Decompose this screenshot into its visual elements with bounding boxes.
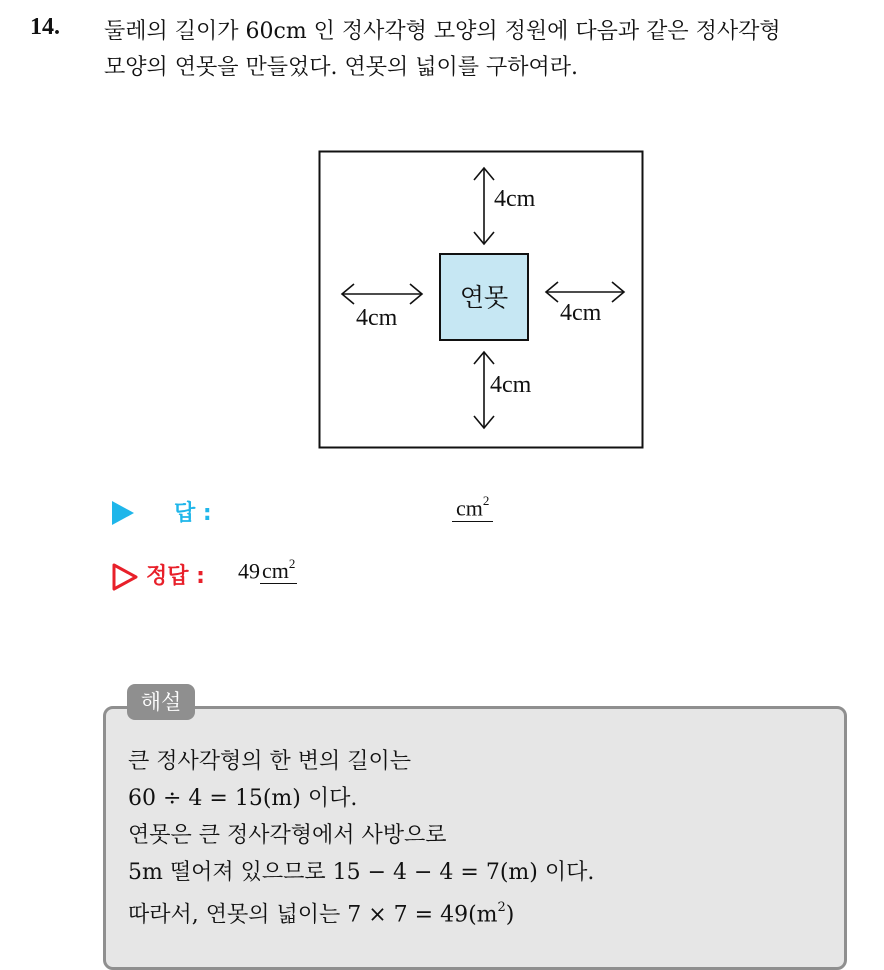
pond-label: 연못 xyxy=(459,283,509,312)
outline-triangle-icon xyxy=(112,563,138,591)
answer-unit: cm xyxy=(456,495,483,521)
question-number: 14. xyxy=(30,14,60,40)
play-triangle-icon xyxy=(112,501,134,525)
explanation-line: 큰 정사각형의 한 변의 길이는 xyxy=(128,749,411,774)
correct-answer-value: 49 xyxy=(238,558,260,584)
explanation-line-last xyxy=(128,891,594,933)
label-left: 4cm xyxy=(356,305,398,331)
question-line: 둘레의 길이가 60cm 인 정사각형 모양의 정원에 다음과 같은 정사각형 xyxy=(104,19,781,44)
answer-unit-exp: 2 xyxy=(482,493,490,508)
label-top: 4cm xyxy=(494,186,536,212)
correct-answer-unit-exp: 2 xyxy=(288,556,296,571)
correct-answer xyxy=(238,558,297,584)
question-line: 모양의 연못을 만들었다. 연못의 넓이를 구하여라. xyxy=(104,55,578,80)
label-right: 4cm xyxy=(560,300,602,326)
explanation-line: 연못은 큰 정사각형에서 사방으로 xyxy=(128,823,447,848)
correct-answer-unit-wrap xyxy=(260,558,297,584)
explanation-last-exp: 2 xyxy=(497,900,506,915)
explanation-tab: 해설 xyxy=(127,684,195,720)
answer-blank[interactable] xyxy=(452,495,493,522)
explanation-text xyxy=(128,743,594,933)
correct-answer-row xyxy=(108,556,608,594)
explanation-box xyxy=(103,706,847,970)
explanation-line: 60 ÷ 4 = 15(m) 이다. xyxy=(128,786,358,811)
garden-figure xyxy=(318,150,644,450)
explanation-line: 5m 떨어져 있으므로 15 − 4 − 4 = 7(m) 이다. xyxy=(128,860,595,885)
correct-answer-label: 정답 : xyxy=(146,564,205,589)
label-bottom: 4cm xyxy=(490,372,532,398)
correct-answer-unit: cm xyxy=(262,558,289,584)
question-text xyxy=(104,14,870,86)
explanation-last-suffix: ) xyxy=(505,902,515,928)
answer-row xyxy=(108,493,608,531)
explanation-last-prefix: 따라서, 연못의 넓이는 7 × 7 = 49(m xyxy=(128,902,498,928)
answer-label: 답 : xyxy=(174,501,212,526)
